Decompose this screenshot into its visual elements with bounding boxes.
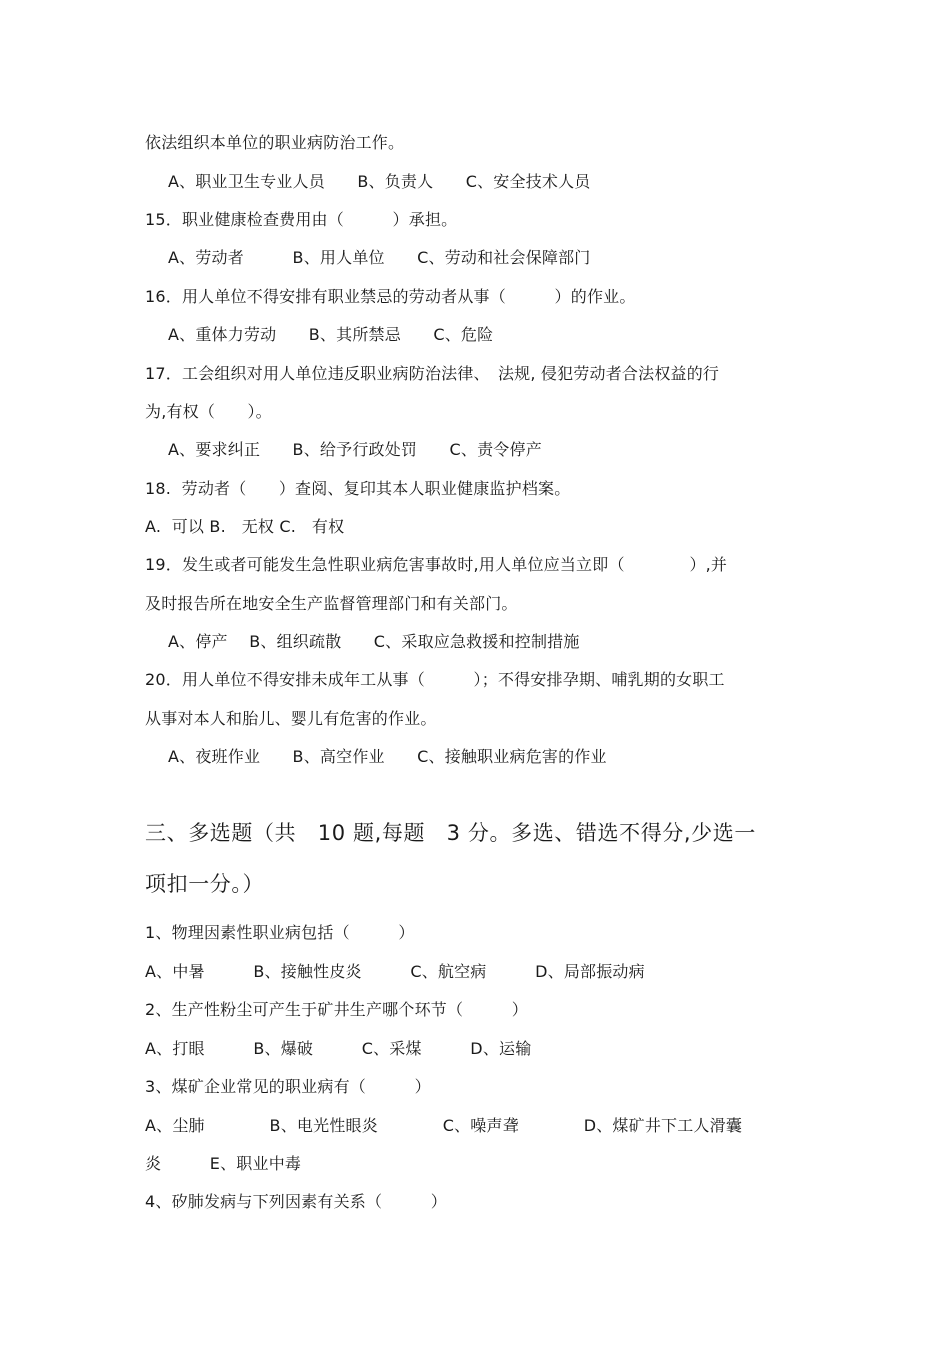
- q17-options: A、要求纠正 B、给予行政处罚 C、责令停产: [168, 440, 542, 459]
- q20-text-line2: 从事对本人和胎儿、婴儿有危害的作业。: [145, 709, 437, 728]
- q14-options: A、职业卫生专业人员 B、负责人 C、安全技术人员: [168, 172, 591, 191]
- intro-line: 依法组织本单位的职业病防治工作。: [145, 133, 405, 152]
- q18-text: 18. 劳动者（ ）查阅、复印其本人职业健康监护档案。: [145, 479, 571, 498]
- q17-text-line2: 为,有权（ ）。: [145, 402, 272, 421]
- m3-text: 3、煤矿企业常见的职业病有（ ）: [145, 1077, 431, 1096]
- m3-options-line1: A、尘肺 B、电光性眼炎 C、噪声聋 D、煤矿井下工人滑囊: [145, 1116, 743, 1135]
- section3-heading-line2: 项扣一分。）: [145, 872, 265, 896]
- m1-options: A、中暑 B、接触性皮炎 C、航空病 D、局部振动病: [145, 962, 645, 981]
- m2-text: 2、生产性粉尘可产生于矿井生产哪个环节（ ）: [145, 1000, 528, 1019]
- m2-options: A、打眼 B、爆破 C、采煤 D、运输: [145, 1039, 532, 1058]
- m1-text: 1、物理因素性职业病包括（ ）: [145, 923, 415, 942]
- q15-options: A、劳动者 B、用人单位 C、劳动和社会保障部门: [168, 248, 591, 267]
- q15-text: 15．职业健康检查费用由（ ）承担。: [145, 210, 458, 229]
- q19-options: A、停产 B、组织疏散 C、采取应急救援和控制措施: [168, 632, 580, 651]
- q17-text-line1: 17．工会组织对用人单位违反职业病防治法律、 法规, 侵犯劳动者合法权益的行: [145, 364, 720, 383]
- q16-options: A、重体力劳动 B、其所禁忌 C、危险: [168, 325, 494, 344]
- q16-text: 16．用人单位不得安排有职业禁忌的劳动者从事（ ）的作业。: [145, 287, 636, 306]
- m4-text: 4、矽肺发病与下列因素有关系（ ）: [145, 1192, 447, 1211]
- q19-text-line1: 19．发生或者可能发生急性职业病危害事故时,用人单位应当立即（ ）,并: [145, 555, 728, 574]
- q20-options: A、夜班作业 B、高空作业 C、接触职业病危害的作业: [168, 747, 607, 766]
- q18-options: A. 可以 B. 无权 C. 有权: [145, 517, 345, 536]
- m3-options-line2: 炎 E、职业中毒: [145, 1154, 302, 1173]
- q19-text-line2: 及时报告所在地安全生产监督管理部门和有关部门。: [145, 594, 518, 613]
- section3-heading-line1: 三、多选题（共 10 题,每题 3 分。多选、错选不得分,少选一: [145, 821, 756, 845]
- q20-text-line1: 20．用人单位不得安排未成年工从事（ ）；不得安排孕期、哺乳期的女职工: [145, 670, 725, 689]
